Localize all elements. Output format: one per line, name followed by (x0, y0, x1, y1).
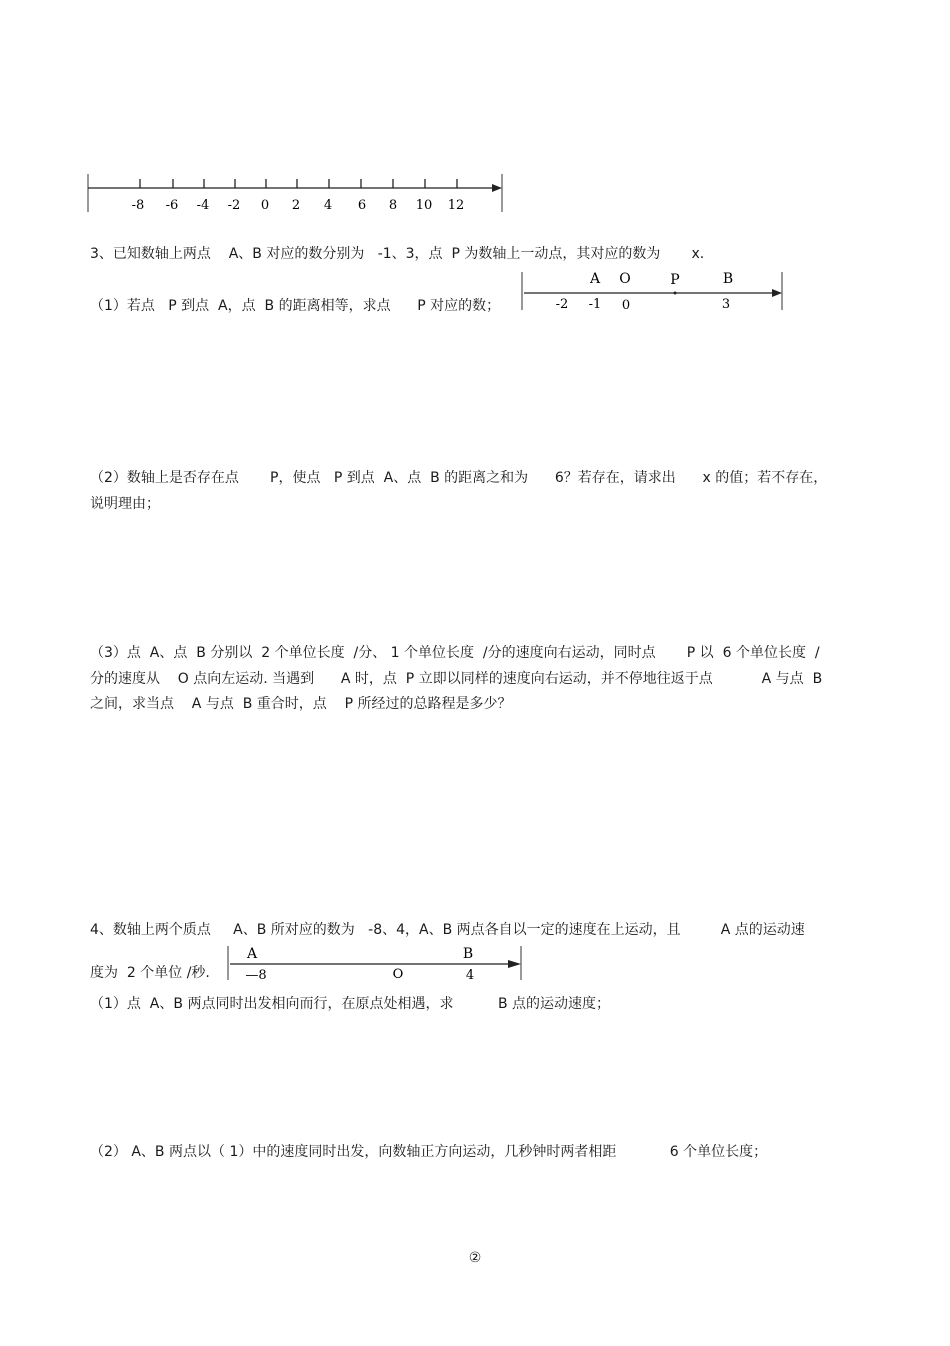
tick-label: -4 (196, 198, 210, 213)
q3-stem: 3、已知数轴上两点 A、B 对应的数分别为 -1、3，点 P 为数轴上一动点，其对应的数为 x. (90, 246, 705, 262)
q3-part2-line2: 说明理由； (90, 496, 160, 512)
number-line-3 (226, 942, 526, 982)
q4-stem: 4、数轴上两个质点 A、B 所对应的数为 -8、4，A、B 两点各自以一定的速度在上运动，且 A 点的运动速 (90, 922, 805, 938)
number-line-2 (520, 266, 785, 312)
q3-part1: （1）若点 P 到点 A，点 B 的距离相等，求点 P 对应的数； (90, 298, 501, 314)
q3-part3-line3: 之间，求当点 A 与点 B 重合时，点 P 所经过的总路程是多少？ (90, 696, 512, 712)
page-number: ② (468, 1250, 482, 1266)
tick-label: —8 (245, 968, 267, 983)
tick-label: 3 (721, 297, 731, 312)
tick-label: 8 (388, 198, 398, 213)
q4-part2: （2） A、B 两点以（ 1）中的速度同时出发，向数轴正方向运动，几秒钟时两者相距 6 个单位长度； (90, 1144, 768, 1160)
tick-label: O (392, 967, 404, 982)
tick-label: 10 (415, 198, 433, 213)
tick-label: -2 (227, 198, 241, 213)
q3-part3-line2: 分的速度从 O 点向左运动. 当遇到 A 时，点 P 立即以同样的速度向右运动，并不停地往返于点 A 与点 B (90, 671, 823, 687)
tick-label: 4 (323, 198, 333, 213)
q4-part1: （1）点 A、B 两点同时出发相向而行，在原点处相遇，求 B 点的运动速度； (90, 996, 610, 1012)
tick-label: 4 (465, 968, 475, 983)
point-label-a: A (246, 946, 258, 962)
point-label-a: A (589, 271, 601, 287)
tick-label: 2 (291, 198, 301, 213)
tick-label: 12 (447, 198, 465, 213)
tick-label: -8 (131, 198, 145, 213)
q4-stem-line2: 度为 2 个单位 /秒. (90, 965, 210, 981)
point-label-o: O (619, 271, 631, 287)
tick-label: -6 (165, 198, 179, 213)
tick-label: -1 (588, 297, 602, 312)
number-line-1 (88, 170, 508, 215)
tick-label: -2 (555, 297, 569, 312)
tick-label: 0 (260, 198, 270, 213)
point-label-b: B (722, 271, 734, 287)
tick-label: 6 (357, 198, 367, 213)
point-label-p: P (670, 272, 680, 288)
q3-part3-line1: （3）点 A、点 B 分别以 2 个单位长度 /分、 1 个单位长度 /分的速度向右运动，同时点 P 以 6 个单位长度 / (90, 645, 820, 661)
tick-label: 0 (621, 298, 631, 313)
point-label-b: B (462, 946, 474, 962)
q3-part2-line1: （2）数轴上是否存在点 P，使点 P 到点 A、点 B 的距离之和为 6？若存在，请求出 x 的值；若不存在， (90, 470, 828, 486)
